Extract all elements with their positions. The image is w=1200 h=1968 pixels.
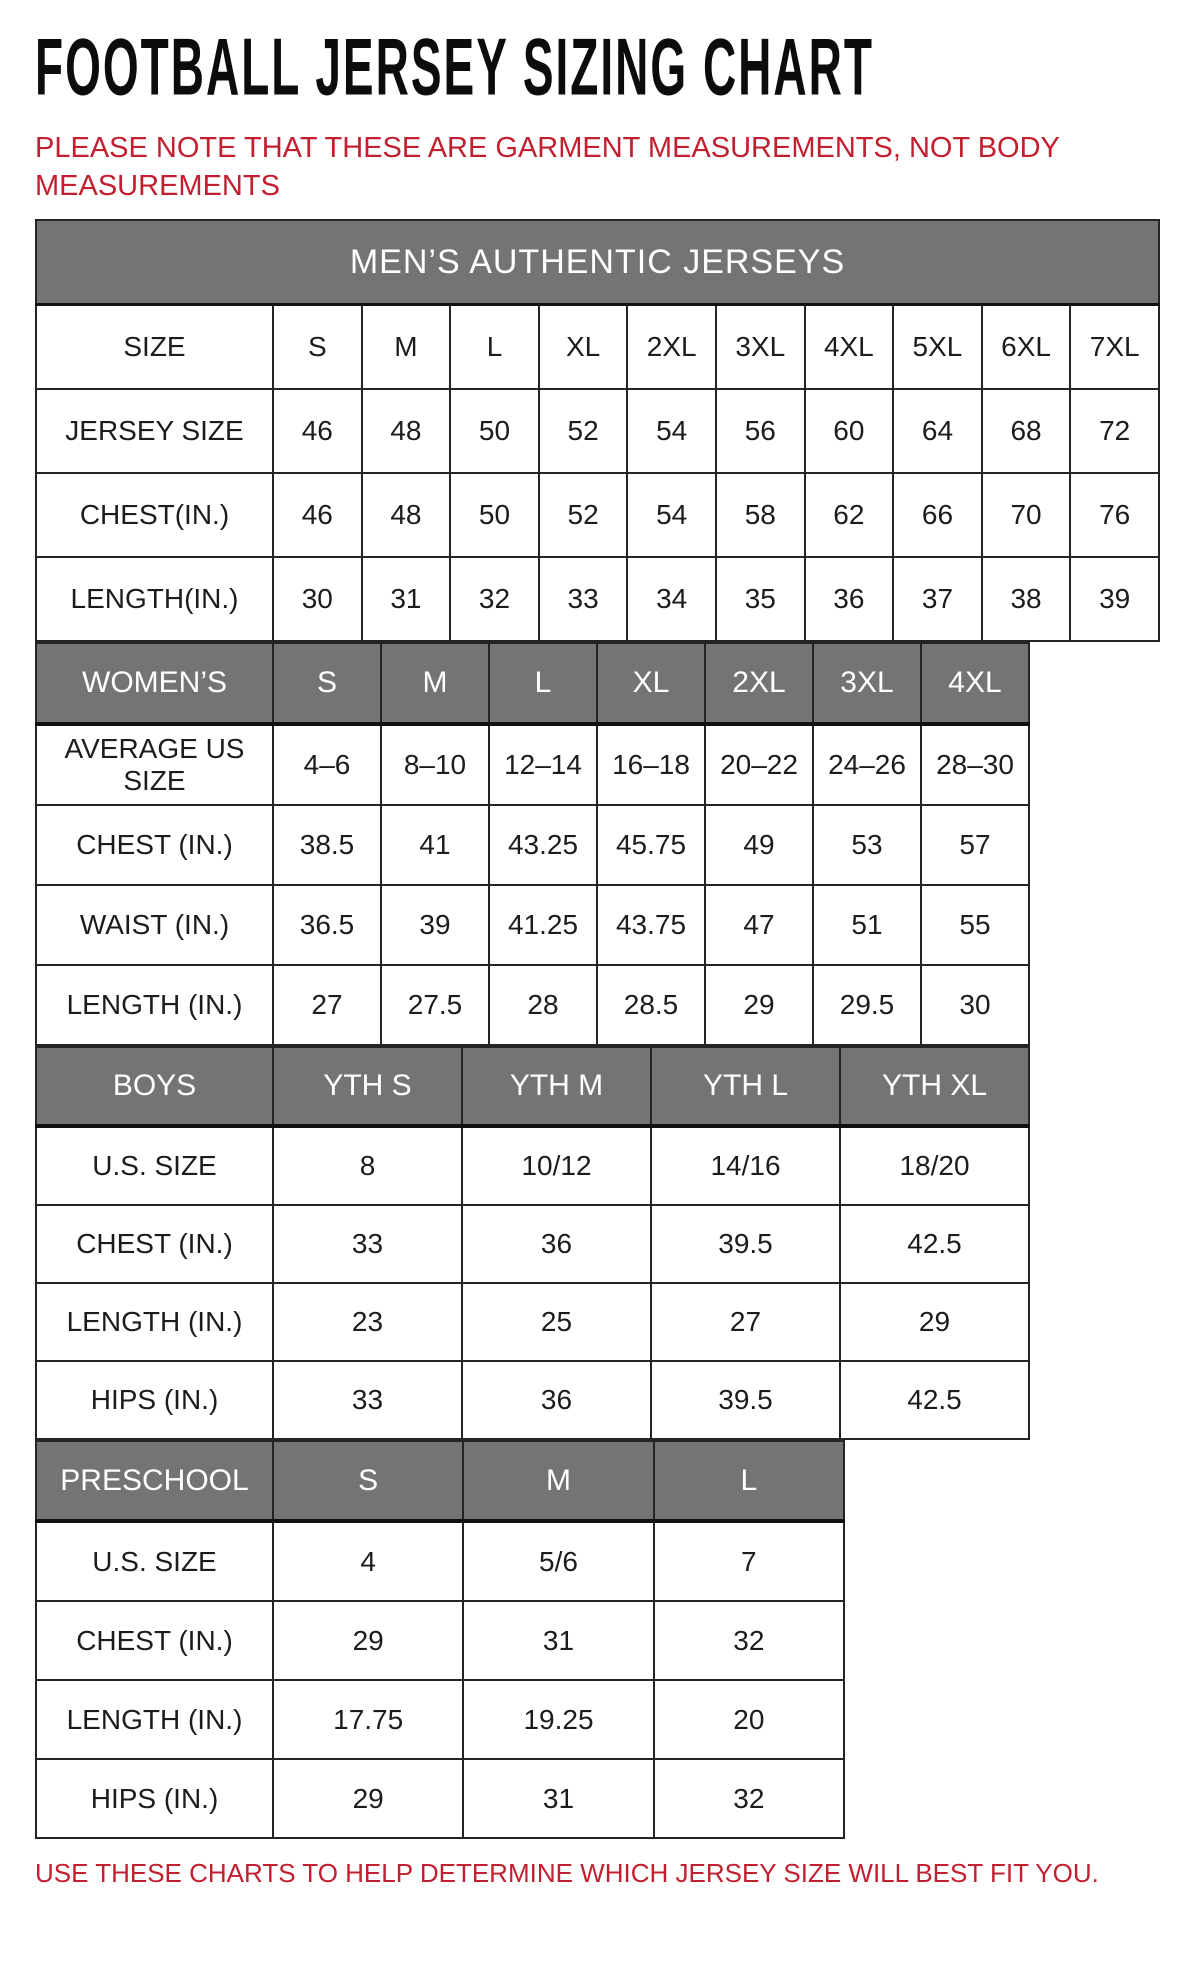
mens-jersey-size-cell: 46 xyxy=(273,389,362,473)
mens-chest-cell: 66 xyxy=(893,473,982,557)
mens-jersey-size-cell: 54 xyxy=(627,389,716,473)
row-label-us-size: U.S. SIZE xyxy=(36,1126,273,1205)
mens-size-row xyxy=(36,305,1159,390)
mens-authentic-jerseys-table xyxy=(35,219,1160,642)
womens-us-size-cell: 20–22 xyxy=(705,724,813,805)
womens-chest-cell: 38.5 xyxy=(273,805,381,885)
mens-chest-cell: 54 xyxy=(627,473,716,557)
mens-jersey-size-cell: 68 xyxy=(982,389,1071,473)
boys-chest-cell: 36 xyxy=(462,1205,651,1283)
boys-size-header-cell: YTH XL xyxy=(840,1047,1029,1126)
womens-us-size-cell: 4–6 xyxy=(273,724,381,805)
mens-size-cell: M xyxy=(362,305,451,390)
preschool-chest-row xyxy=(36,1601,844,1680)
mens-chest-cell: 46 xyxy=(273,473,362,557)
mens-jersey-size-cell: 64 xyxy=(893,389,982,473)
womens-waist-cell: 39 xyxy=(381,885,489,965)
mens-jersey-size-cell: 48 xyxy=(362,389,451,473)
womens-size-header-cell: 4XL xyxy=(921,643,1029,724)
mens-length-cell: 39 xyxy=(1070,557,1159,641)
mens-size-cell: S xyxy=(273,305,362,390)
womens-size-header-cell: XL xyxy=(597,643,705,724)
mens-table-title: MEN’S AUTHENTIC JERSEYS xyxy=(36,220,1159,305)
row-label-chest: CHEST (IN.) xyxy=(36,1601,273,1680)
row-label-hips: HIPS (IN.) xyxy=(36,1759,273,1838)
mens-size-cell: L xyxy=(450,305,539,390)
row-label-length: LENGTH(IN.) xyxy=(36,557,273,641)
preschool-hips-cell: 31 xyxy=(463,1759,653,1838)
womens-header-label: WOMEN’S xyxy=(36,643,273,724)
womens-us-size-cell: 8–10 xyxy=(381,724,489,805)
womens-waist-cell: 55 xyxy=(921,885,1029,965)
boys-chest-cell: 33 xyxy=(273,1205,462,1283)
mens-size-cell: 7XL xyxy=(1070,305,1159,390)
boys-us-size-cell: 10/12 xyxy=(462,1126,651,1205)
womens-length-cell: 27.5 xyxy=(381,965,489,1045)
mens-table-title-row xyxy=(36,220,1159,305)
mens-jersey-size-cell: 52 xyxy=(539,389,628,473)
boys-chest-cell: 42.5 xyxy=(840,1205,1029,1283)
boys-size-header-cell: YTH L xyxy=(651,1047,840,1126)
preschool-length-cell: 19.25 xyxy=(463,1680,653,1759)
womens-size-header-cell: 3XL xyxy=(813,643,921,724)
boys-hips-cell: 36 xyxy=(462,1361,651,1439)
womens-size-header-cell: M xyxy=(381,643,489,724)
womens-chest-cell: 53 xyxy=(813,805,921,885)
preschool-us-size-cell: 5/6 xyxy=(463,1521,653,1601)
mens-size-cell: 2XL xyxy=(627,305,716,390)
womens-waist-cell: 43.75 xyxy=(597,885,705,965)
womens-length-cell: 27 xyxy=(273,965,381,1045)
womens-length-cell: 29 xyxy=(705,965,813,1045)
mens-length-cell: 33 xyxy=(539,557,628,641)
garment-measurements-note: PLEASE NOTE THAT THESE ARE GARMENT MEASUREMENTS, NOT BODY MEASUREMENTS xyxy=(35,132,1060,202)
row-label-chest: CHEST (IN.) xyxy=(36,805,273,885)
womens-waist-row xyxy=(36,885,1029,965)
womens-us-size-cell: 24–26 xyxy=(813,724,921,805)
boys-hips-row xyxy=(36,1361,1029,1439)
womens-us-size-cell: 28–30 xyxy=(921,724,1029,805)
boys-length-cell: 23 xyxy=(273,1283,462,1361)
womens-chest-cell: 45.75 xyxy=(597,805,705,885)
womens-chest-cell: 49 xyxy=(705,805,813,885)
preschool-hips-cell: 29 xyxy=(273,1759,463,1838)
boys-header-label: BOYS xyxy=(36,1047,273,1126)
preschool-us-size-row xyxy=(36,1521,844,1601)
mens-length-cell: 35 xyxy=(716,557,805,641)
preschool-table xyxy=(35,1440,845,1839)
womens-us-size-row xyxy=(36,724,1029,805)
boys-hips-cell: 39.5 xyxy=(651,1361,840,1439)
mens-chest-cell: 76 xyxy=(1070,473,1159,557)
preschool-length-cell: 17.75 xyxy=(273,1680,463,1759)
womens-waist-cell: 51 xyxy=(813,885,921,965)
boys-table xyxy=(35,1046,1030,1440)
boys-size-header-cell: YTH M xyxy=(462,1047,651,1126)
boys-hips-cell: 33 xyxy=(273,1361,462,1439)
womens-chest-cell: 41 xyxy=(381,805,489,885)
sizing-chart-page xyxy=(0,20,1200,1891)
mens-chest-cell: 52 xyxy=(539,473,628,557)
row-label-waist: WAIST (IN.) xyxy=(36,885,273,965)
footer-note: USE THESE CHARTS TO HELP DETERMINE WHICH JERSEY SIZE WILL BEST FIT YOU. xyxy=(35,1858,1099,1889)
mens-length-cell: 34 xyxy=(627,557,716,641)
page-title xyxy=(35,20,1200,112)
mens-length-row xyxy=(36,557,1159,641)
mens-chest-row xyxy=(36,473,1159,557)
boys-chest-row xyxy=(36,1205,1029,1283)
mens-length-cell: 32 xyxy=(450,557,539,641)
mens-length-cell: 38 xyxy=(982,557,1071,641)
womens-waist-cell: 47 xyxy=(705,885,813,965)
mens-jersey-size-row xyxy=(36,389,1159,473)
mens-jersey-size-cell: 60 xyxy=(805,389,894,473)
boys-us-size-cell: 18/20 xyxy=(840,1126,1029,1205)
row-label-average-us-size: AVERAGE US SIZE xyxy=(36,724,273,805)
row-label-jersey-size: JERSEY SIZE xyxy=(36,389,273,473)
boys-hips-cell: 42.5 xyxy=(840,1361,1029,1439)
womens-waist-cell: 36.5 xyxy=(273,885,381,965)
boys-us-size-cell: 8 xyxy=(273,1126,462,1205)
boys-us-size-cell: 14/16 xyxy=(651,1126,840,1205)
preschool-header-label: PRESCHOOL xyxy=(36,1441,273,1521)
mens-jersey-size-cell: 56 xyxy=(716,389,805,473)
womens-chest-cell: 43.25 xyxy=(489,805,597,885)
womens-size-header-cell: 2XL xyxy=(705,643,813,724)
womens-us-size-cell: 16–18 xyxy=(597,724,705,805)
boys-chest-cell: 39.5 xyxy=(651,1205,840,1283)
preschool-us-size-cell: 7 xyxy=(654,1521,844,1601)
womens-us-size-cell: 12–14 xyxy=(489,724,597,805)
row-label-chest: CHEST (IN.) xyxy=(36,1205,273,1283)
womens-length-cell: 30 xyxy=(921,965,1029,1045)
preschool-size-header-cell: L xyxy=(654,1441,844,1521)
mens-size-cell: XL xyxy=(539,305,628,390)
boys-length-cell: 27 xyxy=(651,1283,840,1361)
preschool-size-header-cell: M xyxy=(463,1441,653,1521)
preschool-chest-cell: 29 xyxy=(273,1601,463,1680)
preschool-length-row xyxy=(36,1680,844,1759)
row-label-us-size: U.S. SIZE xyxy=(36,1521,273,1601)
womens-length-row xyxy=(36,965,1029,1045)
mens-size-cell: 5XL xyxy=(893,305,982,390)
row-label-length: LENGTH (IN.) xyxy=(36,1283,273,1361)
womens-size-header-cell: S xyxy=(273,643,381,724)
mens-length-cell: 36 xyxy=(805,557,894,641)
mens-chest-cell: 70 xyxy=(982,473,1071,557)
womens-waist-cell: 41.25 xyxy=(489,885,597,965)
mens-length-cell: 30 xyxy=(273,557,362,641)
womens-size-header-cell: L xyxy=(489,643,597,724)
page-title-text: FOOTBALL JERSEY SIZING CHART xyxy=(35,20,874,112)
mens-size-cell: 4XL xyxy=(805,305,894,390)
preschool-size-header-cell: S xyxy=(273,1441,463,1521)
womens-length-cell: 28 xyxy=(489,965,597,1045)
row-label-hips: HIPS (IN.) xyxy=(36,1361,273,1439)
mens-length-cell: 31 xyxy=(362,557,451,641)
mens-size-cell: 6XL xyxy=(982,305,1071,390)
preschool-length-cell: 20 xyxy=(654,1680,844,1759)
mens-size-cell: 3XL xyxy=(716,305,805,390)
row-label-length: LENGTH (IN.) xyxy=(36,965,273,1045)
womens-header-row xyxy=(36,643,1029,724)
row-label-length: LENGTH (IN.) xyxy=(36,1680,273,1759)
boys-length-cell: 29 xyxy=(840,1283,1029,1361)
mens-chest-cell: 58 xyxy=(716,473,805,557)
row-label-size: SIZE xyxy=(36,305,273,390)
preschool-chest-cell: 31 xyxy=(463,1601,653,1680)
preschool-chest-cell: 32 xyxy=(654,1601,844,1680)
womens-chest-cell: 57 xyxy=(921,805,1029,885)
boys-size-header-cell: YTH S xyxy=(273,1047,462,1126)
womens-length-cell: 28.5 xyxy=(597,965,705,1045)
preschool-header-row xyxy=(36,1441,844,1521)
boys-length-cell: 25 xyxy=(462,1283,651,1361)
womens-chest-row xyxy=(36,805,1029,885)
mens-chest-cell: 50 xyxy=(450,473,539,557)
row-label-chest: CHEST(IN.) xyxy=(36,473,273,557)
boys-length-row xyxy=(36,1283,1029,1361)
boys-us-size-row xyxy=(36,1126,1029,1205)
mens-jersey-size-cell: 50 xyxy=(450,389,539,473)
mens-chest-cell: 62 xyxy=(805,473,894,557)
preschool-us-size-cell: 4 xyxy=(273,1521,463,1601)
womens-table xyxy=(35,642,1030,1046)
mens-chest-cell: 48 xyxy=(362,473,451,557)
mens-jersey-size-cell: 72 xyxy=(1070,389,1159,473)
womens-length-cell: 29.5 xyxy=(813,965,921,1045)
mens-length-cell: 37 xyxy=(893,557,982,641)
preschool-hips-cell: 32 xyxy=(654,1759,844,1838)
preschool-hips-row xyxy=(36,1759,844,1838)
boys-header-row xyxy=(36,1047,1029,1126)
